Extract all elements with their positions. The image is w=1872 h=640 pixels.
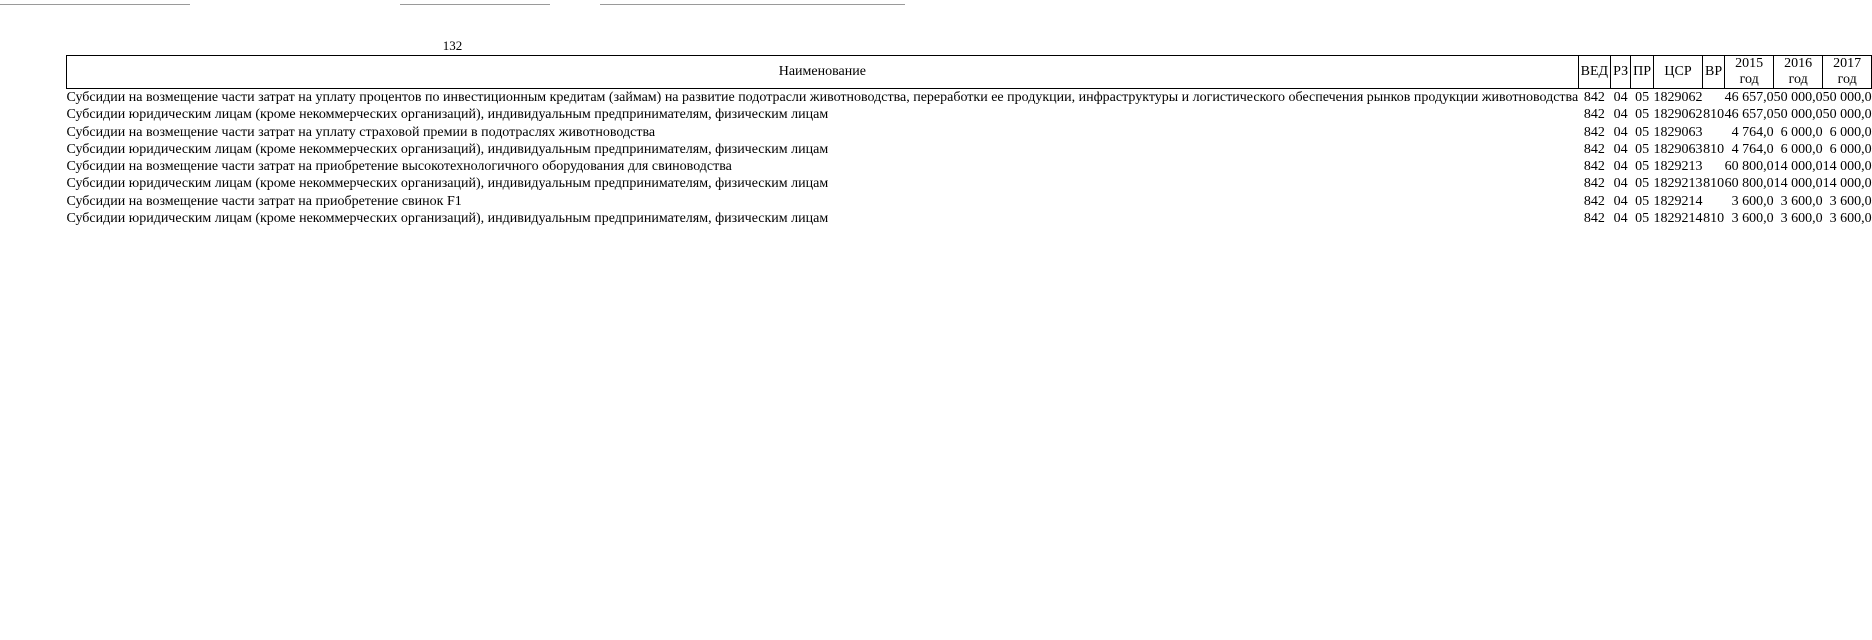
row-2016: 50 000,0: [1773, 107, 1823, 123]
row-name: Субсидии на возмещение части затрат на приобретение свинок F1: [66, 193, 462, 209]
table-row: [67, 175, 1872, 192]
header-rz: РЗ: [1611, 56, 1631, 89]
row-vr: [1703, 89, 1725, 107]
row-2017: 50 000,0: [1822, 90, 1872, 105]
row-name: Субсидии на возмещение части затрат на уплату процентов по инвестиционным кредитам (займам) на развитие подотрасли животноводства, переработки ее продукции, инфраструктуры и логистического обеспечения рынков продукции животноводства: [66, 90, 1579, 105]
row-pr: 05: [1635, 141, 1650, 157]
row-name: Субсидии на возмещение части затрат на уплату страховой премии в подотраслях животноводства: [66, 124, 656, 140]
table-row: [67, 141, 1872, 158]
row-vr: [1703, 158, 1725, 175]
header-csr: ЦСР: [1654, 56, 1703, 89]
row-2015: 3 600,0: [1731, 211, 1774, 227]
row-vr: 810: [1703, 107, 1725, 123]
row-name: Субсидии юридическим лицам (кроме некоммерческих организаций), индивидуальным предпринимателям, физическим лицам: [66, 176, 829, 192]
row-name: Субсидии юридическим лицам (кроме некоммерческих организаций), индивидуальным предпринимателям, физическим лицам: [66, 107, 829, 123]
row-rz: 04: [1613, 159, 1628, 175]
table-row: [67, 106, 1872, 123]
row-2015: 46 657,0: [1724, 90, 1774, 105]
row-2017: 14 000,0: [1822, 159, 1872, 175]
row-csr: 1829062: [1653, 90, 1703, 105]
row-ved: 842: [1583, 159, 1605, 175]
row-vr: 810: [1703, 211, 1725, 227]
row-2017: 50 000,0: [1822, 107, 1872, 123]
row-pr: 05: [1635, 159, 1650, 175]
header-vr: ВР: [1703, 56, 1725, 89]
header-pr: ПР: [1631, 56, 1654, 89]
row-csr: 1829063: [1653, 124, 1703, 140]
row-2017: 3 600,0: [1829, 211, 1872, 227]
scan-edge-line: [0, 4, 905, 5]
row-pr: 05: [1635, 124, 1650, 140]
row-ved: 842: [1583, 141, 1605, 157]
row-ved: 842: [1583, 124, 1605, 140]
row-rz: 04: [1613, 176, 1628, 192]
row-2015: 46 657,0: [1724, 107, 1774, 123]
row-2017: 14 000,0: [1822, 176, 1872, 192]
row-csr: 1829214: [1653, 193, 1703, 209]
row-2015: 3 600,0: [1731, 193, 1774, 209]
row-name: Субсидии юридическим лицам (кроме некоммерческих организаций), индивидуальным предпринимателям, физическим лицам: [66, 211, 829, 227]
row-ved: 842: [1583, 211, 1605, 227]
row-pr: 05: [1635, 107, 1650, 123]
row-ved: 842: [1583, 193, 1605, 209]
table-row: [67, 158, 1872, 175]
header-2015: 2015 год: [1725, 56, 1774, 89]
row-2017: 6 000,0: [1829, 141, 1872, 157]
row-name: Субсидии на возмещение части затрат на приобретение высокотехнологичного оборудования для свиноводства: [66, 159, 732, 175]
row-csr: 1829214: [1653, 211, 1703, 227]
page-number: 132: [442, 38, 463, 53]
row-csr: 1829063: [1653, 141, 1703, 157]
header-2017: 2017 год: [1823, 56, 1872, 89]
table-row: [67, 193, 1872, 210]
row-2015: 60 800,0: [1724, 159, 1774, 175]
row-vr: 810: [1703, 141, 1725, 157]
row-vr: [1703, 193, 1725, 210]
row-2016: 50 000,0: [1773, 90, 1823, 105]
header-ved: ВЕД: [1578, 56, 1610, 89]
row-2016: 3 600,0: [1780, 193, 1823, 209]
table-row: [67, 89, 1872, 107]
header-row: [67, 56, 1872, 89]
row-2016: 6 000,0: [1780, 124, 1823, 140]
row-csr: 1829062: [1653, 107, 1703, 123]
row-rz: 04: [1613, 211, 1628, 227]
row-2016: 3 600,0: [1780, 211, 1823, 227]
table-row: [67, 210, 1872, 227]
row-pr: 05: [1635, 193, 1650, 209]
row-name: Субсидии юридическим лицам (кроме некоммерческих организаций), индивидуальным предпринимателям, физическим лицам: [66, 141, 829, 157]
row-2015: 60 800,0: [1724, 176, 1774, 192]
row-csr: 1829213: [1653, 176, 1703, 192]
row-2016: 14 000,0: [1773, 159, 1823, 175]
header-2016: 2016 год: [1774, 56, 1823, 89]
row-ved: 842: [1583, 107, 1605, 123]
row-rz: 04: [1613, 107, 1628, 123]
budget-table: [66, 55, 1872, 227]
row-rz: 04: [1613, 124, 1628, 140]
header-name: Наименование: [67, 56, 1579, 89]
row-rz: 04: [1613, 193, 1628, 209]
row-2016: 6 000,0: [1780, 141, 1823, 157]
row-2017: 6 000,0: [1829, 124, 1872, 140]
row-2017: 3 600,0: [1829, 193, 1872, 209]
row-rz: 04: [1613, 141, 1628, 157]
row-ved: 842: [1583, 176, 1605, 192]
row-vr: 810: [1703, 176, 1725, 192]
row-2016: 14 000,0: [1773, 176, 1823, 192]
row-csr: 1829213: [1653, 159, 1703, 175]
table-row: [67, 124, 1872, 141]
row-rz: 04: [1613, 90, 1628, 105]
row-pr: 05: [1635, 90, 1650, 105]
row-2015: 4 764,0: [1731, 124, 1774, 140]
row-2015: 4 764,0: [1731, 141, 1774, 157]
row-vr: [1703, 124, 1725, 141]
row-pr: 05: [1635, 211, 1650, 227]
row-pr: 05: [1635, 176, 1650, 192]
row-ved: 842: [1583, 90, 1605, 105]
